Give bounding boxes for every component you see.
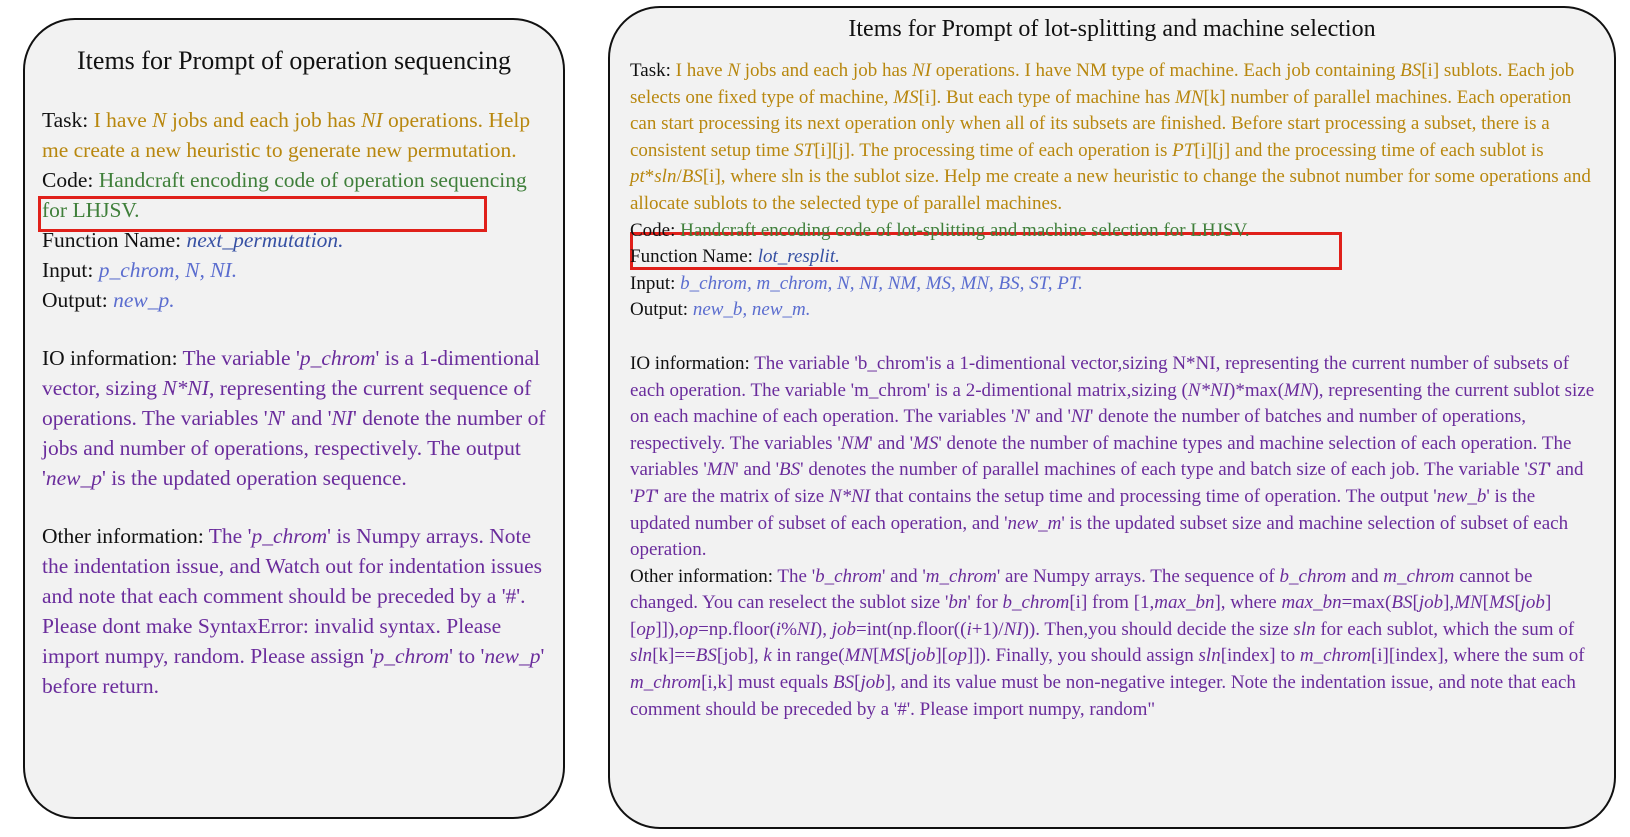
task-item: Task: I have N jobs and each job has NI operations. I have NM type of machine. Each job containing BS[i] sublots. Each job selects one fixed type of machine, MS[i]. But each type of machine has MN[k] number of parallel machines. Each operation can start processing its next operation only when all of its subsets are finished. Before start processing a subset, there is a consistent setup time ST[i][j]. The processing time of each operation is PT[i][j] and the processing time of each sublot is pt*sln/BS[i], where sln is the sublot size. Help me create a new heuristic to change the subnot number for some operations and allocate sublots to the selected type of parallel machines. <box>630 60 1591 214</box>
lot-splitting-prompt-card <box>608 6 1616 829</box>
output-item: Output: new_p. <box>42 288 175 312</box>
operation-sequencing-prompt-card <box>23 18 565 819</box>
input-item: Input: p_chrom, N, NI. <box>42 258 238 282</box>
code-item: Code: Handcraft encoding code of lot-splitting and machine selection for LHJSV. <box>630 219 1250 241</box>
task-item: Task: I have N jobs and each job has NI operations. Help me create a new heuristic to generate new permutation. <box>42 108 531 162</box>
card-title: Items for Prompt of operation sequencing <box>77 46 511 75</box>
card-body <box>42 105 549 701</box>
card-title: Items for Prompt of lot-splitting and machine selection <box>848 16 1376 42</box>
other-information-item: Other information: The 'p_chrom' is Numpy arrays. Note the indentation issue, and Watch out for indentation issues and note that each comment should be preceded by a '#'. Please dont make SyntaxError: invalid syntax. Please import numpy, random. Please assign 'p_chrom' to 'new_p' before return. <box>42 524 545 698</box>
output-item: Output: new_b, new_m. <box>630 299 811 321</box>
function-name-item: Function Name: next_permutation. <box>42 228 344 252</box>
input-item: Input: b_chrom, m_chrom, N, NI, NM, MS, MN, BS, ST, PT. <box>630 272 1083 294</box>
io-information-item: IO information: The variable 'p_chrom' is a 1-dimentional vector, sizing N*NI, representing the current sequence of operations. The variables 'N' and 'NI' denote the number of jobs and number of operations, respectively. The output 'new_p' is the updated operation sequence. <box>42 346 546 490</box>
function-name-item: Function Name: lot_resplit. <box>630 246 840 268</box>
io-information-item: IO information: The variable 'b_chrom'is a 1-dimentional vector,sizing N*NI, representing the current number of subsets of each operation. The variable 'm_chrom' is a 2-dimentional matrix,sizing (N*NI)*max(MN), representing the current sublot size on each machine of each operation. The variables 'N' and 'NI' denote the number of batches and number of operations, respectively. The variables 'NM' and 'MS' denote the number of machine types and machine selection of each operation. The variables 'MN' and 'BS' denotes the number of parallel machines of each type and batch size of each job. The variable 'ST' and 'PT' are the matrix of size N*NI that contains the setup time and processing time of operation. The output 'new_b' is the updated number of subset of each operation, and 'new_m' is the updated subset size and machine selection of subset of each operation. <box>630 352 1595 561</box>
code-item: Code: Handcraft encoding code of operation sequencing for LHJSV. <box>42 168 527 222</box>
card-body <box>630 58 1596 723</box>
other-information-item: Other information: The 'b_chrom' and 'm_chrom' are Numpy arrays. The sequence of b_chrom and m_chrom cannot be changed. You can reselect the sublot size 'bn' for b_chrom[i] from [1,max_bn], where max_bn=max(BS[job],MN[MS[job][op]]),op=np.floor(i%NI), job=int(np.floor((i+1)/NI)). Then,you should decide the size sln for each sublot, which the sum of sln[k]==BS[job], k in range(MN[MS[job][op]]). Finally, you should assign sln[index] to m_chrom[i][index], where the sum of m_chrom[i,k] must equals BS[job], and its value must be non-negative integer. Note the indentation issue, and note that each comment should be preceded by a '#'. Please import numpy, random" <box>630 565 1585 720</box>
